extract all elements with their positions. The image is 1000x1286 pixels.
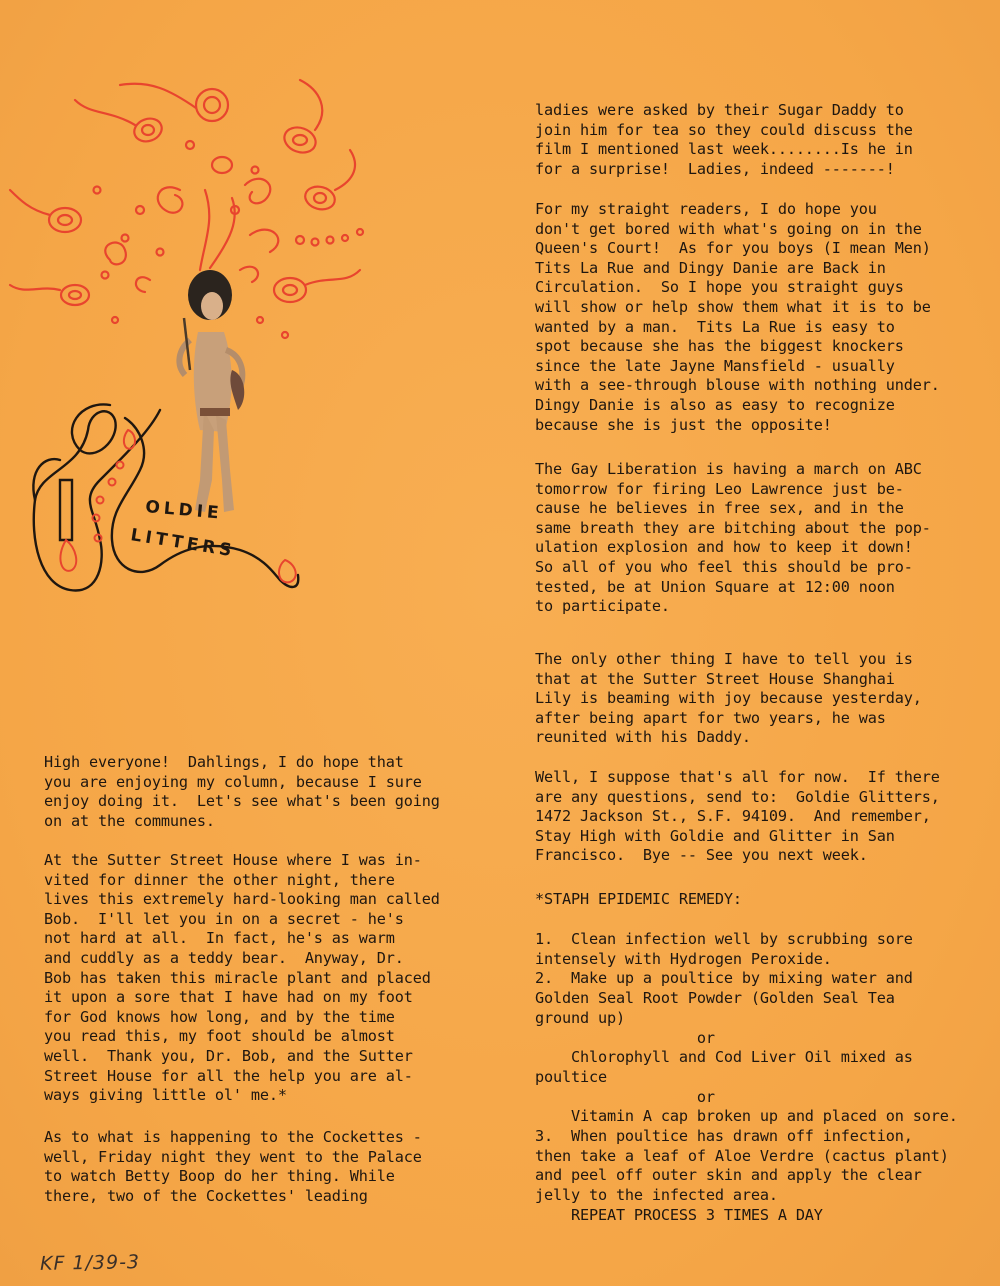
handwritten-archive-reference: KF 1/39-3 bbox=[39, 1251, 141, 1275]
script-g-letter bbox=[33, 404, 298, 590]
left-paragraph-intro: High everyone! Dahlings, I do hope that you are enjoying my column, because I sure enjoy doing it. Let's see what's been going on at the communes. bbox=[44, 753, 440, 830]
left-paragraph-sutter-street: At the Sutter Street House where I was in- vited for dinner the other night, there lives this extremely hard-looking man called Bob. I'll let you in on a secret - he's not hard at all. In fact, he's as warm and cuddly as a teddy bear. Anyway, Dr. Bob has taken this miracle plant and placed it upon a sore that I have had on my foot for God knows how long, and by the time you read this, my foot should be almost well. Thank you, Dr. Bob, and the Sutter Street House for all the help you are al- ways giving little ol' me.* bbox=[44, 851, 440, 1105]
right-paragraph-shanghai-lily: The only other thing I have to tell you is that at the Sutter Street House Shanghai Lily is beaming with joy because yesterday, after being apart for two years, he was reunited with his Daddy. bbox=[535, 650, 922, 747]
logo-text-litters: LITTERS bbox=[129, 525, 237, 562]
logo-text-oldie: OLDIE bbox=[144, 497, 224, 524]
remedy-steps: 1. Clean infection well by scrubbing sore intensely with Hydrogen Peroxide. 2. Make up a poultice by mixing water and Golden Seal Root Powder (Golden Seal Tea ground up) or Chlorophyll and Cod Liver Oil mixed as poultice or Vitamin A cap broken up and placed on sore. 3. When poultice has drawn off infection, then take a leaf of Aloe Verdre (cactus plant) and peel off outer skin and apply the clear jelly to the infected area. REPEAT PROCESS 3 TIMES A DAY bbox=[535, 930, 958, 1224]
right-paragraph-gay-liberation: The Gay Liberation is having a march on ABC tomorrow for firing Leo Lawrence just be- cause he believes in free sex, and in the same breath they are bitching about the pop- ulation explosion and how to keep it down! So all of you who feel this should be pro- tested, be at Union Square at 12:00 noon to participate. bbox=[535, 460, 931, 616]
left-paragraph-cockettes: As to what is happening to the Cockettes - well, Friday night they went to the Palace to watch Betty Boop do her thing. While there, two of the Cockettes' leading bbox=[44, 1128, 422, 1205]
dancer-figure bbox=[179, 270, 244, 512]
goldie-glitters-logo-illustration bbox=[0, 70, 380, 630]
flame-swirls bbox=[10, 80, 363, 338]
right-paragraph-sugar-daddy: ladies were asked by their Sugar Daddy to join him for tea so they could discuss the film I mentioned last week........Is he in for a surprise! Ladies, indeed -------! bbox=[535, 101, 913, 178]
right-paragraph-sign-off: Well, I suppose that's all for now. If there are any questions, send to: Goldie Glitters, 1472 Jackson St., S.F. 94109. And remember, Stay High with Goldie and Glitter in San Francisco. Bye -- See you next week. bbox=[535, 768, 940, 865]
remedy-title: *STAPH EPIDEMIC REMEDY: bbox=[535, 890, 742, 908]
right-paragraph-straight-readers: For my straight readers, I do hope you don't get bored with what's going on in the Queen's Court! As for you boys (I mean Men) Tits La Rue and Dingy Danie are Back in Circulation. So I hope you straight guys will show or help show them what it is to be wanted by a man. Tits La Rue is easy to spot because she has the biggest knockers since the late Jayne Mansfield - usually with a see-through blouse with nothing under. Dingy Danie is also as easy to recognize because she is just the opposite! bbox=[535, 200, 940, 434]
